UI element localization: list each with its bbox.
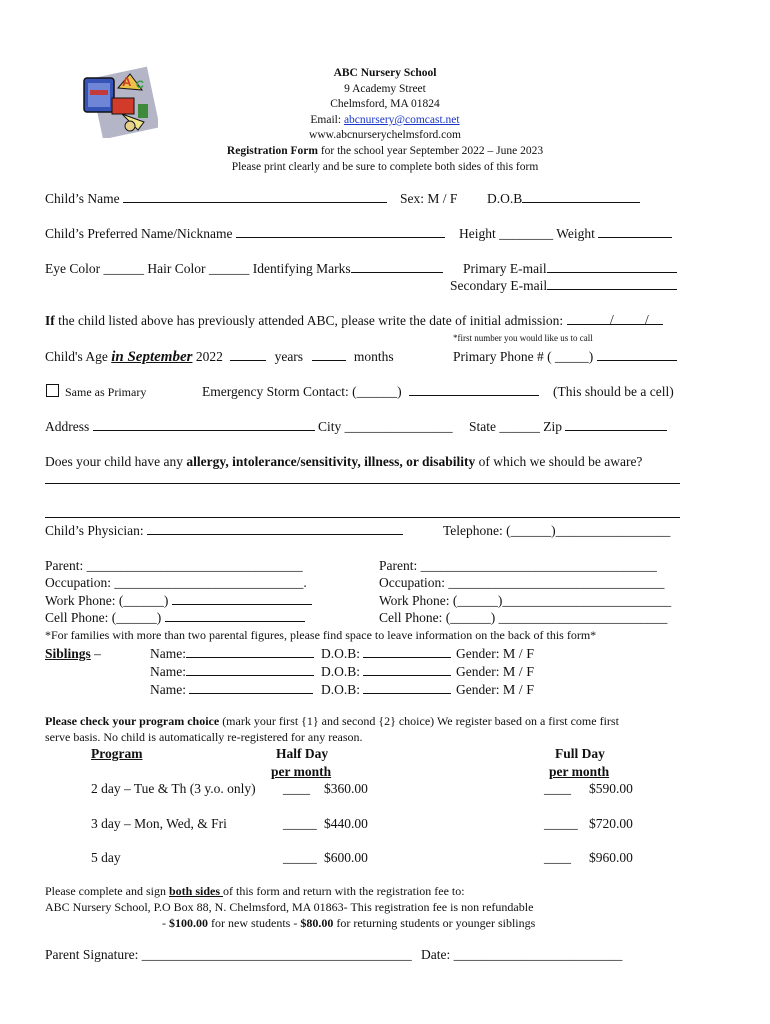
fee-new-amount: $100.00 xyxy=(169,916,208,930)
sibling1-gender-options[interactable]: M / F xyxy=(502,647,534,662)
sibling2-gender-label: Gender: xyxy=(456,664,503,679)
zip-field[interactable] xyxy=(565,419,667,431)
col-half-header: Half Day xyxy=(276,746,329,761)
child-name-label: Child’s Name xyxy=(45,191,120,206)
email-label: Email: xyxy=(310,113,344,126)
mailing-address: ABC Nursery School, P.O Box 88, N. Chelmsford, MA 01863- This registration fee is non refundable xyxy=(45,900,534,914)
fee-returning-amount: $80.00 xyxy=(300,916,334,930)
dob-label: D.O.B xyxy=(487,191,523,206)
parent2-work-phone[interactable]: Work Phone: (______)_________________________ xyxy=(379,593,672,608)
school-website[interactable]: www.abcnurserychelmsford.com xyxy=(309,129,461,142)
dob-field[interactable] xyxy=(522,191,640,203)
sibling1-gender-label: Gender: xyxy=(456,646,503,661)
program-row-2-full-price: $720.00 xyxy=(589,816,633,831)
siblings-label: Siblings xyxy=(45,646,91,661)
child-name-field[interactable] xyxy=(123,191,387,203)
age-year: 2022 xyxy=(192,349,223,364)
registration-title: Registration Form xyxy=(226,144,318,157)
secondary-email-label: Secondary E-mail xyxy=(450,278,548,293)
return-post: of this form and return with the registration fee to: xyxy=(223,884,465,898)
parent1-work-phone-field[interactable] xyxy=(172,593,312,605)
form-instructions: Please print clearly and be sure to complete both sides of this form xyxy=(231,160,539,173)
address-label: Address xyxy=(45,419,90,434)
program-row-1-full-price: $590.00 xyxy=(589,781,633,796)
school-logo xyxy=(78,64,158,138)
allergy-answer-line-1[interactable] xyxy=(45,483,680,484)
primary-email-field[interactable] xyxy=(547,261,677,273)
if-label: If xyxy=(45,313,55,328)
age-in-september: in September xyxy=(111,349,193,365)
physician-telephone[interactable]: Telephone: (______)_________________ xyxy=(443,523,671,538)
state-zip-label: State ______ Zip xyxy=(469,419,562,434)
parent-signature-field[interactable]: Parent Signature: ________________________________________ xyxy=(45,947,412,962)
sibling2-dob-field[interactable] xyxy=(363,664,451,676)
signature-date-field[interactable]: Date: _________________________ xyxy=(421,947,623,962)
prev-admission-label: the child listed above has previously attended ABC, please write the date of initial admission: xyxy=(54,313,564,328)
physician-field[interactable] xyxy=(147,523,403,535)
allergy-bold: allergy, intolerance/sensitivity, illness, or disability xyxy=(186,454,476,469)
primary-phone-field[interactable] xyxy=(597,349,677,361)
program-intro-rest: (mark your first {1} and second {2} choice) We register based on a first come first xyxy=(219,714,619,728)
same-as-primary-checkbox[interactable] xyxy=(46,384,59,397)
fee-returning-text: for returning students or younger siblings xyxy=(333,916,536,930)
weight-field[interactable] xyxy=(598,226,672,238)
sibling3-gender-label: Gender: xyxy=(456,682,503,697)
school-name: ABC Nursery School xyxy=(333,67,437,79)
program-intro-line2: serve basis. No child is automatically re-registered for any reason. xyxy=(45,730,363,744)
program-row-3-half-price: $600.00 xyxy=(324,850,368,865)
siblings-dash: – xyxy=(90,646,101,661)
school-street: 9 Academy Street xyxy=(344,82,426,95)
cell-note: (This should be a cell) xyxy=(553,384,674,399)
allergy-post: of which we should be aware? xyxy=(475,454,643,469)
sibling3-name-field[interactable] xyxy=(189,682,313,694)
school-header xyxy=(175,66,595,175)
col-full-header: Full Day xyxy=(555,746,605,761)
identifying-marks-field[interactable] xyxy=(351,261,443,273)
fee-returning-dash: - xyxy=(290,916,301,930)
col-half-subheader: per month xyxy=(271,764,332,779)
program-row-1-full-checkbox[interactable]: ____ xyxy=(544,781,571,796)
sibling2-name-label: Name: xyxy=(150,664,186,679)
program-row-3-full-price: $960.00 xyxy=(589,850,633,865)
city-label: City ________________ xyxy=(318,419,453,434)
sibling2-name-field[interactable] xyxy=(186,664,314,676)
phone-note: *first number you would like us to call xyxy=(453,333,593,343)
school-city: Chelmsford, MA 01824 xyxy=(330,98,440,111)
physician-label: Child’s Physician: xyxy=(45,523,144,538)
sibling2-gender-options[interactable]: M / F xyxy=(502,665,534,680)
age-years-field[interactable] xyxy=(230,349,266,361)
sibling1-name-field[interactable] xyxy=(186,646,314,658)
program-row-2-name: 3 day – Mon, Wed, & Fri xyxy=(91,816,227,831)
parents-note: *For families with more than two parental figures, please find space to leave information on the back of this form* xyxy=(45,628,597,642)
secondary-email-field[interactable] xyxy=(547,278,677,290)
program-row-2-full-checkbox[interactable]: _____ xyxy=(544,816,578,831)
fee-new-dash: - xyxy=(162,916,169,930)
registration-year: for the school year September 2022 – June 2023 xyxy=(317,144,544,157)
sibling3-dob-label: D.O.B: xyxy=(321,682,361,697)
col-program-header: Program xyxy=(91,746,143,761)
parent1-cell-phone-label: Cell Phone: (______) xyxy=(45,610,162,625)
address-field[interactable] xyxy=(93,419,315,431)
school-email-link[interactable]: abcnursery@comcast.net xyxy=(343,113,460,126)
sibling3-name-label: Name: xyxy=(150,682,186,697)
sibling2-dob-label: D.O.B: xyxy=(321,664,361,679)
sibling3-dob-field[interactable] xyxy=(363,682,451,694)
return-pre: Please complete and sign xyxy=(45,884,169,898)
sibling3-gender-options[interactable]: M / F xyxy=(502,683,534,698)
sibling1-dob-label: D.O.B: xyxy=(321,646,361,661)
return-bold: both sides xyxy=(168,884,223,898)
eye-hair-marks-label: Eye Color ______ Hair Color ______ Identifying Marks xyxy=(45,261,351,276)
sibling1-name-label: Name: xyxy=(150,646,186,661)
primary-email-label: Primary E-mail xyxy=(463,261,547,276)
parent2-occupation[interactable]: Occupation: ________________________________ xyxy=(379,575,665,590)
sibling1-dob-field[interactable] xyxy=(363,646,451,658)
storm-contact-label: Emergency Storm Contact: (______) xyxy=(202,384,402,399)
allergy-answer-line-2[interactable] xyxy=(45,517,680,518)
col-full-subheader: per month xyxy=(549,764,610,779)
svg-text:C: C xyxy=(136,79,144,91)
age-months-field[interactable] xyxy=(312,349,346,361)
program-row-3-name: 5 day xyxy=(91,850,121,865)
months-label: months xyxy=(353,349,394,364)
allergy-pre: Does your child have any xyxy=(45,454,187,469)
parent1-cell-phone-field[interactable] xyxy=(165,610,305,622)
storm-contact-field[interactable] xyxy=(409,384,539,396)
parent1-occupation[interactable]: Occupation: ____________________________. xyxy=(45,575,307,590)
height-weight-label: Height ________ Weight xyxy=(459,226,595,241)
parent2-name[interactable]: Parent: ___________________________________ xyxy=(379,558,657,573)
program-row-1-name: 2 day – Tue & Th (3 y.o. only) xyxy=(91,781,256,796)
same-as-primary-label: Same as Primary xyxy=(65,385,147,399)
years-label: years xyxy=(274,349,304,364)
parent2-cell-phone[interactable]: Cell Phone: (______) _________________________ xyxy=(379,610,668,625)
date-slash-1: / xyxy=(610,312,614,327)
program-row-2-half-checkbox[interactable]: _____ xyxy=(283,816,317,831)
program-row-2-half-price: $440.00 xyxy=(324,816,368,831)
parent1-work-phone-label: Work Phone: (______) xyxy=(45,593,169,608)
program-row-3-half-checkbox[interactable]: _____ xyxy=(283,850,317,865)
date-slash-2: / xyxy=(645,312,649,327)
age-label: Child's Age xyxy=(45,349,112,364)
program-row-3-full-checkbox[interactable]: ____ xyxy=(544,850,571,865)
program-row-1-half-checkbox[interactable]: ____ xyxy=(283,781,310,796)
svg-text:A: A xyxy=(122,74,132,89)
program-row-1-half-price: $360.00 xyxy=(324,781,368,796)
primary-phone-label: Primary Phone # ( _____) xyxy=(453,349,594,364)
preferred-name-label: Child’s Preferred Name/Nickname xyxy=(45,226,233,241)
preferred-name-field[interactable] xyxy=(236,226,445,238)
sex-label: Sex: M / F xyxy=(400,191,458,206)
program-intro-bold: Please check your program choice xyxy=(45,714,220,728)
parent1-name[interactable]: Parent: ________________________________ xyxy=(45,558,303,573)
fee-new-text: for new students xyxy=(208,916,291,930)
